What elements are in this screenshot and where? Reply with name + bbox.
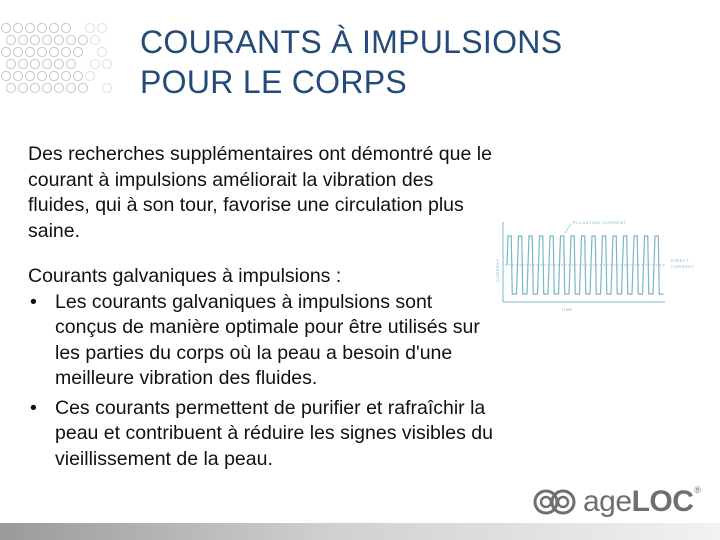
title-line-2: POUR LE CORPS	[140, 64, 408, 100]
decor-circle	[25, 47, 34, 56]
decor-circle	[102, 59, 111, 68]
decor-circle	[73, 71, 82, 80]
decor-circle	[90, 59, 99, 68]
decor-circle	[66, 83, 75, 92]
decor-circle	[85, 71, 94, 80]
decor-circle	[61, 71, 70, 80]
intro-paragraph: Des recherches supplémentaires ont démontré que le courant à impulsions améliorait la vibration des fluides, qui à son tour, favorise une circulation plus saine.	[28, 143, 492, 242]
decor-circle	[37, 47, 46, 56]
decor-circle	[13, 47, 22, 56]
decor-circle	[54, 35, 63, 44]
x-axis-label: TIME	[561, 307, 573, 312]
title-line-1: COURANTS À IMPULSIONS	[140, 24, 563, 60]
decor-circle	[97, 23, 106, 32]
decor-circle	[49, 47, 58, 56]
decor-circle	[25, 23, 34, 32]
decor-circle	[6, 83, 15, 92]
direct-current-label: DIRECT	[671, 258, 690, 263]
decor-circle	[78, 83, 87, 92]
bullet-dot-icon: •	[30, 396, 37, 419]
decor-circle	[66, 35, 75, 44]
pulsating-current-label: PULSATING CURRENT	[573, 220, 627, 225]
decor-circle	[54, 59, 63, 68]
decor-circle	[102, 83, 111, 92]
decor-circle	[54, 83, 63, 92]
decor-circle	[61, 47, 70, 56]
pulsating-current-diagram	[493, 212, 703, 318]
direct-current-label-2: CURRENT	[671, 264, 695, 269]
bullet-item	[28, 396, 493, 473]
decor-circle	[30, 83, 39, 92]
decor-circle	[6, 59, 15, 68]
decor-circle	[18, 83, 27, 92]
decor-circle	[49, 71, 58, 80]
bullet-item	[28, 290, 493, 392]
logo-text-loc: LOC	[631, 485, 694, 518]
ageloc-logo-mark-icon	[533, 487, 577, 517]
decor-circle	[97, 47, 106, 56]
decorative-circle-pattern	[0, 22, 130, 100]
page-title	[140, 22, 700, 102]
decor-circle	[13, 23, 22, 32]
decor-circle	[49, 23, 58, 32]
registered-mark: ®	[694, 485, 701, 495]
decor-circle	[13, 71, 22, 80]
decor-circle	[37, 71, 46, 80]
decor-circle	[18, 35, 27, 44]
decor-circle	[1, 71, 10, 80]
bullet-dot-icon: •	[30, 290, 37, 313]
bullet-text: Les courants galvaniques à impulsions sont conçus de manière optimale pour être utilisés sur les parties du corps où la peau a besoin d'une meilleure vibration des fluides.	[55, 290, 480, 389]
ageloc-logo	[533, 484, 703, 520]
ageloc-wordmark	[583, 485, 701, 519]
decor-circle	[90, 35, 99, 44]
bottom-gradient-bar	[0, 523, 720, 540]
decor-circle	[37, 23, 46, 32]
decor-circle	[78, 35, 87, 44]
decor-circle	[42, 83, 51, 92]
body-content	[28, 142, 493, 472]
subheading: Courants galvaniques à impulsions :	[28, 265, 342, 287]
decor-circle	[42, 35, 51, 44]
decor-circle	[30, 35, 39, 44]
bullet-text: Ces courants permettent de purifier et rafraîchir la peau et contribuent à réduire les signes visibles du vieillissement de la peau.	[55, 396, 493, 470]
pulsating-pointer-line	[565, 224, 571, 233]
decor-circle	[18, 59, 27, 68]
decor-circle	[73, 47, 82, 56]
decor-circle	[66, 59, 75, 68]
decor-circle	[85, 23, 94, 32]
decor-circle	[61, 23, 70, 32]
decor-circle	[25, 71, 34, 80]
decor-circle	[6, 35, 15, 44]
y-axis-label: CURRENT	[495, 258, 500, 282]
bullet-list	[28, 290, 493, 473]
decor-circle	[1, 23, 10, 32]
logo-text-age: age	[583, 485, 632, 518]
decor-circle	[30, 59, 39, 68]
decor-circle	[42, 59, 51, 68]
decor-circle	[1, 47, 10, 56]
